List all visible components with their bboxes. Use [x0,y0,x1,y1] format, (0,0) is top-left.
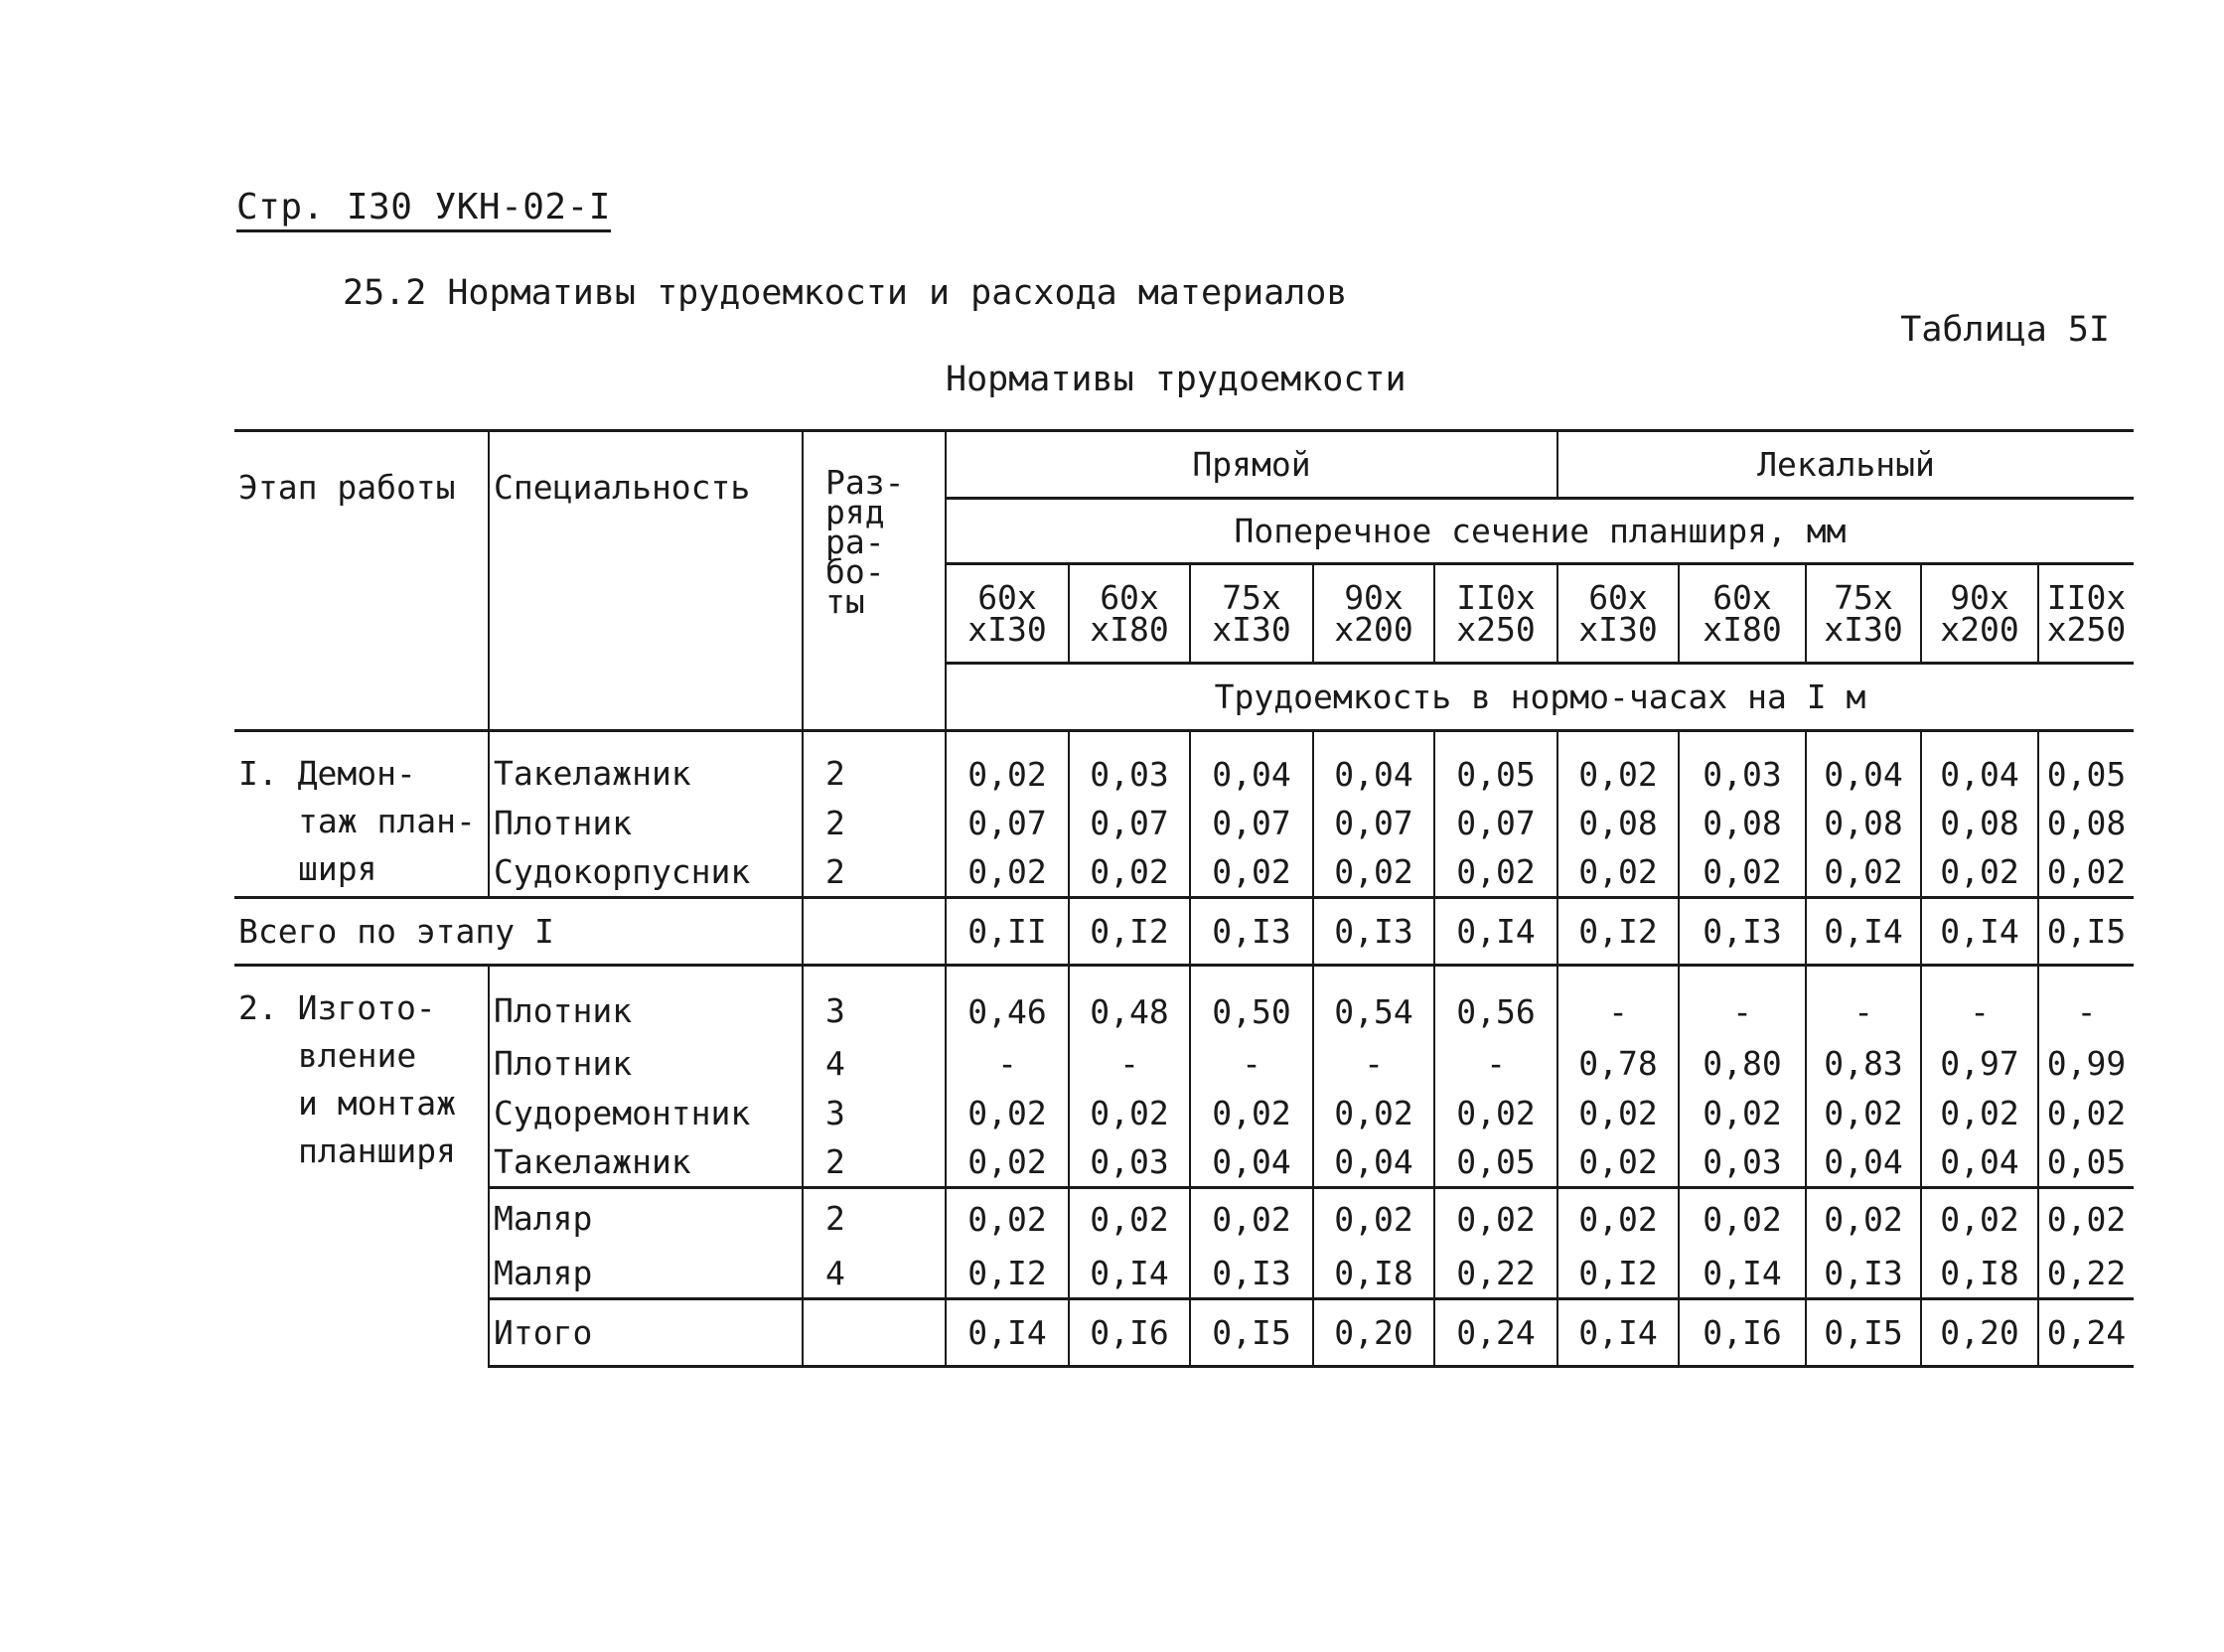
value-cell: - [1921,966,2038,1039]
value-cell: 0,05 [1434,731,1557,799]
table-row [234,966,2134,1039]
total-row [234,898,2134,966]
grade-cell: 3 [803,1089,946,1138]
grade-header-lines [825,463,941,621]
stage-cell [234,966,489,1367]
value-cell: 0,I4 [1069,1250,1190,1299]
value-cell: 0,22 [2038,1250,2134,1299]
speciality-cell: Плотник [489,966,803,1039]
size-header [1921,564,2038,664]
value-cell: 0,46 [946,966,1069,1039]
value-cell: 0,02 [1434,1188,1557,1250]
size-header-line: 60x [1100,577,1159,617]
value-cell: 0,I4 [1557,1299,1679,1367]
value-cell: 0,02 [1557,731,1679,799]
grade-header-line: ра- [825,523,885,561]
value-cell: 0,20 [1313,1299,1434,1367]
stage-line: I. Демон- [238,754,416,793]
value-cell: 0,07 [1434,799,1557,848]
value-cell: 0,02 [1069,1188,1190,1250]
size-header-line: xI80 [1703,609,1782,649]
value-cell: 0,02 [1557,1138,1679,1188]
speciality-cell: Плотник [489,1039,803,1089]
table-row [234,1039,2134,1089]
value-cell: 0,04 [1921,1138,2038,1188]
value-cell: 0,02 [946,848,1069,898]
grade-header-line: ты [825,582,865,621]
stage-cell [234,731,489,898]
value-cell: 0,02 [1679,848,1806,898]
size-header-line: II0x [2046,577,2127,617]
grade-cell: 2 [803,1188,946,1250]
value-cell: 0,I8 [1921,1250,2038,1299]
value-cell: 0,08 [1921,799,2038,848]
speciality-cell: Маляр [489,1250,803,1299]
value-cell: - [1679,966,1806,1039]
size-header-line: xI30 [1578,609,1658,649]
grade-cell: 4 [803,1039,946,1089]
value-cell: - [1557,966,1679,1039]
stage-header: Этап работы [234,431,489,731]
value-cell: 0,02 [1921,1089,2038,1138]
total-label: Итого [489,1299,803,1367]
size-header-line: 75x [1222,577,1281,617]
grade-cell-empty [803,898,946,966]
value-cell: 0,07 [1190,799,1313,848]
table-row [234,731,2134,799]
value-cell: 0,I6 [1679,1299,1806,1367]
value-cell: - [1434,1039,1557,1089]
speciality-cell: Плотник [489,799,803,848]
value-cell: 0,I4 [1921,898,2038,966]
value-cell: 0,02 [946,1089,1069,1138]
speciality-cell: Судоремонтник [489,1089,803,1138]
table-row [234,1089,2134,1138]
value-cell: 0,03 [1679,1138,1806,1188]
value-cell: 0,I5 [1190,1299,1313,1367]
size-header [1679,564,1806,664]
value-cell: 0,02 [1557,848,1679,898]
value-cell: 0,02 [1313,1188,1434,1250]
speciality-cell: Судокорпусник [489,848,803,898]
stage-line: вление [298,1036,417,1075]
value-cell: 0,04 [1190,1138,1313,1188]
size-header-line: xI30 [1212,609,1291,649]
value-cell: 0,05 [2038,1138,2134,1188]
table-row [234,799,2134,848]
size-header [1434,564,1557,664]
value-cell: 0,02 [2038,1089,2134,1138]
stage-line: планширя [298,1131,456,1170]
table-label: Таблица 5I [1900,310,2110,350]
size-header-line: 75x [1834,577,1893,617]
value-cell: - [2038,966,2134,1039]
size-header [1557,564,1679,664]
speciality-header: Специальность [489,431,803,731]
value-cell: 0,II [946,898,1069,966]
size-header-line: xI30 [967,609,1047,649]
value-cell: 0,02 [1190,1089,1313,1138]
grade-cell: 4 [803,1250,946,1299]
value-cell: 0,I2 [946,1250,1069,1299]
value-cell: 0,04 [1190,731,1313,799]
value-cell: 0,I4 [1434,898,1557,966]
grade-cell: 2 [803,731,946,799]
total-row [234,1299,2134,1367]
value-cell: 0,22 [1434,1250,1557,1299]
value-cell: 0,50 [1190,966,1313,1039]
value-cell: 0,08 [1806,799,1921,848]
header-row-1 [234,431,2134,499]
value-cell: 0,97 [1921,1039,2038,1089]
value-cell: 0,83 [1806,1039,1921,1089]
value-cell: 0,05 [1434,1138,1557,1188]
value-cell: 0,02 [1679,1188,1806,1250]
value-cell: 0,I4 [1679,1250,1806,1299]
size-header-line: 90x [1950,577,2009,617]
value-cell: 0,04 [1313,731,1434,799]
value-cell: 0,I6 [1069,1299,1190,1367]
value-cell: - [946,1039,1069,1089]
stage-line: 2. Изгото- [238,988,436,1027]
value-cell: 0,99 [2038,1039,2134,1089]
value-cell: 0,02 [1190,1188,1313,1250]
size-header-line: x250 [1456,609,1536,649]
value-cell: 0,02 [1557,1188,1679,1250]
value-cell: 0,I4 [1806,898,1921,966]
size-header-line: xI30 [1824,609,1903,649]
value-cell: 0,02 [1806,1188,1921,1250]
value-cell: 0,04 [1921,731,2038,799]
value-cell: 0,80 [1679,1039,1806,1089]
table-row [234,848,2134,898]
grade-cell: 2 [803,848,946,898]
value-cell: 0,20 [1921,1299,2038,1367]
size-header-line: x200 [1334,609,1413,649]
grade-header-line: бо- [825,552,885,591]
value-cell: - [1069,1039,1190,1089]
value-cell: 0,I4 [946,1299,1069,1367]
cross-section-header: Поперечное сечение планширя, мм [946,499,2134,564]
total-label: Всего по этапу I [234,898,803,966]
stage-line: и монтаж [298,1084,456,1123]
value-cell: 0,I5 [2038,898,2134,966]
grade-header-line: ряд [825,493,885,531]
value-cell: 0,03 [1679,731,1806,799]
value-cell: 0,03 [1069,1138,1190,1188]
value-cell: 0,07 [946,799,1069,848]
straight-header: Прямой [946,431,1557,499]
value-cell: 0,I3 [1313,898,1434,966]
value-cell: 0,04 [1313,1138,1434,1188]
speciality-cell: Такелажник [489,731,803,799]
size-header [1190,564,1313,664]
value-cell: - [1313,1039,1434,1089]
size-header-line: II0x [1456,577,1536,617]
value-cell: 0,02 [1921,848,2038,898]
value-cell: 0,24 [2038,1299,2134,1367]
section-title: 25.2 Нормативы трудоемкости и расхода материалов [343,273,1348,313]
value-cell: - [1190,1039,1313,1089]
value-cell: 0,I3 [1679,898,1806,966]
value-cell: 0,I2 [1069,898,1190,966]
value-cell: 0,24 [1434,1299,1557,1367]
size-header-line: 90x [1344,577,1404,617]
size-header-line: 60x [977,577,1037,617]
value-cell: 0,07 [1069,799,1190,848]
size-header-line: xI80 [1090,609,1169,649]
value-cell: 0,02 [1434,848,1557,898]
value-cell: 0,02 [1679,1089,1806,1138]
value-cell: 0,02 [1434,1089,1557,1138]
value-cell: 0,05 [2038,731,2134,799]
stage-line: таж план- [298,802,476,840]
value-cell: 0,03 [1069,731,1190,799]
value-cell: 0,08 [2038,799,2134,848]
value-cell: 0,78 [1557,1039,1679,1089]
grade-cell-empty [803,1299,946,1367]
value-cell: 0,I3 [1190,1250,1313,1299]
value-cell: 0,54 [1313,966,1434,1039]
value-cell: 0,08 [1557,799,1679,848]
value-cell: 0,08 [1679,799,1806,848]
labour-norms-table [234,429,2134,1368]
speciality-cell: Такелажник [489,1138,803,1188]
value-cell: 0,02 [1190,848,1313,898]
grade-cell: 2 [803,1138,946,1188]
grade-header-line: Раз- [825,463,905,502]
painter-row [234,1250,2134,1299]
size-header [1069,564,1190,664]
value-cell: 0,02 [1313,1089,1434,1138]
size-header [946,564,1069,664]
size-header [1806,564,1921,664]
value-cell: 0,02 [2038,848,2134,898]
table-row [234,1138,2134,1188]
value-cell: 0,02 [946,1188,1069,1250]
table-caption: Нормативы трудоемкости [946,360,1407,399]
value-cell: 0,02 [1806,848,1921,898]
page-reference: Стр. I30 УКН-02-I [236,187,611,232]
value-cell: 0,02 [1921,1188,2038,1250]
value-cell: - [1806,966,1921,1039]
value-cell: 0,I8 [1313,1250,1434,1299]
value-cell: 0,02 [1069,1089,1190,1138]
value-cell: 0,02 [946,731,1069,799]
value-cell: 0,02 [2038,1188,2134,1250]
speciality-cell: Маляр [489,1188,803,1250]
value-cell: 0,I2 [1557,898,1679,966]
value-cell: 0,48 [1069,966,1190,1039]
value-cell: 0,I5 [1806,1299,1921,1367]
value-cell: 0,02 [1806,1089,1921,1138]
value-cell: 0,02 [946,1138,1069,1188]
value-cell: 0,04 [1806,731,1921,799]
grade-cell: 2 [803,799,946,848]
value-cell: 0,56 [1434,966,1557,1039]
value-cell: 0,I3 [1806,1250,1921,1299]
stage-line: ширя [298,849,377,888]
value-cell: 0,I2 [1557,1250,1679,1299]
size-header-line: 60x [1588,577,1648,617]
value-cell: 0,04 [1806,1138,1921,1188]
grade-header [803,431,946,731]
size-header-line: x200 [1940,609,2019,649]
size-header [1313,564,1434,664]
value-cell: 0,02 [1557,1089,1679,1138]
value-cell: 0,I3 [1190,898,1313,966]
value-cell: 0,02 [1069,848,1190,898]
grade-cell: 3 [803,966,946,1039]
labour-unit-header: Трудоемкость в нормо-часах на I м [946,664,2134,731]
painter-row [234,1188,2134,1250]
size-header-line: 60x [1712,577,1772,617]
size-header-line: x250 [2046,609,2127,649]
value-cell: 0,07 [1313,799,1434,848]
value-cell: 0,02 [1313,848,1434,898]
size-header [2038,564,2134,664]
pattern-header: Лекальный [1557,431,2134,499]
